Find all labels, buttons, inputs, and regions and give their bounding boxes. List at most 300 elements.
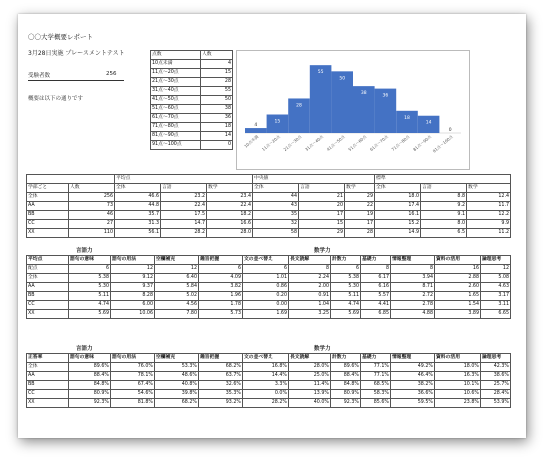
value-cell: 10.06 bbox=[111, 310, 155, 319]
value-cell: 68.5% bbox=[361, 381, 391, 390]
category-label-4: 41点～50点 bbox=[325, 133, 346, 153]
data-label-9: 0 bbox=[448, 128, 452, 133]
value-cell: 6.5 bbox=[421, 229, 467, 238]
table-row bbox=[27, 363, 511, 372]
correct-rate-table bbox=[26, 353, 511, 408]
column-header: 点数 bbox=[151, 51, 201, 60]
score-range-cell: 81点～90点 bbox=[151, 132, 201, 141]
data-label-5: 38 bbox=[360, 91, 367, 97]
column-header: 全体 bbox=[375, 184, 421, 193]
faculty-cell: CC bbox=[27, 220, 69, 229]
table-row bbox=[27, 211, 511, 220]
value-cell: 11.2 bbox=[467, 229, 511, 238]
data-label-4: 50 bbox=[339, 76, 346, 82]
faculty-cell: AA bbox=[27, 202, 69, 211]
bar-3 bbox=[310, 65, 332, 133]
data-label-3: 55 bbox=[317, 70, 324, 76]
value-cell: 48.6% bbox=[155, 372, 199, 381]
value-cell: 1.69 bbox=[243, 310, 289, 319]
value-cell: 9.37 bbox=[111, 283, 155, 292]
table-row bbox=[27, 202, 511, 211]
value-cell: 3.17 bbox=[481, 292, 511, 301]
value-cell: 5.38 bbox=[69, 274, 111, 283]
row-label-cell: XX bbox=[27, 399, 69, 408]
group-header-row bbox=[27, 175, 511, 184]
value-cell: 85.6% bbox=[361, 399, 391, 408]
count-cell: 14 bbox=[201, 132, 233, 141]
value-cell: 84.8% bbox=[331, 381, 361, 390]
value-cell: 5.57 bbox=[361, 292, 391, 301]
column-header: 情報整理 bbox=[391, 354, 435, 363]
value-cell: 23.2 bbox=[161, 193, 207, 202]
value-cell: 40.0% bbox=[289, 399, 331, 408]
value-cell: 17 bbox=[299, 211, 345, 220]
value-cell: 6.17 bbox=[361, 274, 391, 283]
count-cell: 0 bbox=[201, 141, 233, 150]
column-header: 資料の活用 bbox=[435, 256, 481, 265]
value-cell: 89.6% bbox=[69, 363, 111, 372]
table-header-row bbox=[151, 51, 233, 60]
value-cell: 22 bbox=[345, 202, 375, 211]
score-range-cell: 71点～80点 bbox=[151, 123, 201, 132]
value-cell: 6.00 bbox=[111, 301, 155, 310]
value-cell: 2.24 bbox=[289, 274, 331, 283]
row-label-cell: AA bbox=[27, 283, 69, 292]
value-cell: 1.65 bbox=[435, 292, 481, 301]
value-cell: 17.5 bbox=[161, 211, 207, 220]
value-cell: 42.3% bbox=[481, 363, 511, 372]
count-cell: 18 bbox=[201, 123, 233, 132]
value-cell: 6 bbox=[331, 265, 361, 274]
value-cell: 4.74 bbox=[69, 301, 111, 310]
category-label-7: 71点～80点 bbox=[390, 133, 411, 153]
value-cell: 5.38 bbox=[331, 274, 361, 283]
row-label-cell: BB bbox=[27, 292, 69, 301]
group-header: 平均点 bbox=[115, 175, 253, 184]
table-row bbox=[27, 381, 511, 390]
value-cell: 15 bbox=[299, 220, 345, 229]
value-cell: 44 bbox=[253, 193, 299, 202]
column-header: 人数 bbox=[69, 184, 115, 193]
category-label-1: 11点～20点 bbox=[260, 133, 282, 153]
value-cell: 3.11 bbox=[481, 301, 511, 310]
count-cell: 50 bbox=[201, 96, 233, 105]
value-cell: 46.6 bbox=[115, 193, 161, 202]
value-cell: 77.1% bbox=[361, 363, 391, 372]
value-cell: 23.8% bbox=[435, 399, 481, 408]
value-cell: 28 bbox=[345, 229, 375, 238]
value-cell: 7.80 bbox=[155, 310, 199, 319]
value-cell: 3.82 bbox=[199, 283, 243, 292]
column-header: 全体 bbox=[115, 184, 161, 193]
value-cell: 9.1 bbox=[421, 211, 467, 220]
column-header: 学部ごと bbox=[27, 184, 69, 193]
table-row bbox=[151, 87, 233, 96]
value-cell: 36.6% bbox=[391, 390, 435, 399]
value-cell: 46.4% bbox=[391, 372, 435, 381]
count-cell: 36 bbox=[201, 114, 233, 123]
column-header: 数学 bbox=[467, 184, 511, 193]
value-cell: 12.4 bbox=[467, 193, 511, 202]
value-cell: 25.7% bbox=[481, 381, 511, 390]
value-cell: 40.8% bbox=[155, 381, 199, 390]
table-row bbox=[27, 193, 511, 202]
subject-average-table bbox=[26, 255, 511, 319]
category-label-5: 51点～60点 bbox=[347, 133, 368, 153]
value-cell: 0.91 bbox=[289, 292, 331, 301]
category-label-9: 91点～100点 bbox=[431, 133, 454, 154]
score-range-cell: 11点～20点 bbox=[151, 69, 201, 78]
score-range-cell: 51点～60点 bbox=[151, 105, 201, 114]
group-header: 標準 bbox=[375, 175, 511, 184]
score-range-cell: 21点～30点 bbox=[151, 78, 201, 87]
score-range-cell: 41点～50点 bbox=[151, 96, 201, 105]
value-cell: 77.1% bbox=[361, 372, 391, 381]
column-header: 論理思考 bbox=[481, 256, 511, 265]
table-row bbox=[27, 283, 511, 292]
value-cell: 16.3% bbox=[435, 372, 481, 381]
score-range-cell: 31点～40点 bbox=[151, 87, 201, 96]
column-header: 論理思考 bbox=[481, 354, 511, 363]
value-cell: 8.71 bbox=[391, 283, 435, 292]
value-cell: 12 bbox=[481, 265, 511, 274]
value-cell: 15.2 bbox=[375, 220, 421, 229]
value-cell: 88.4% bbox=[331, 372, 361, 381]
table-row bbox=[27, 301, 511, 310]
value-cell: 29 bbox=[345, 193, 375, 202]
category-label-6: 61点～70点 bbox=[368, 133, 390, 153]
row-label-cell: AA bbox=[27, 372, 69, 381]
value-cell: 18.2 bbox=[207, 211, 253, 220]
value-cell: 10.6% bbox=[435, 390, 481, 399]
table-header-row bbox=[27, 354, 511, 363]
value-cell: 73 bbox=[69, 202, 115, 211]
value-cell: 3.94 bbox=[391, 274, 435, 283]
value-cell: 1.01 bbox=[243, 274, 289, 283]
value-cell: 3.25 bbox=[289, 310, 331, 319]
value-cell: 28.0 bbox=[207, 229, 253, 238]
avg-section-language: 言語力 bbox=[76, 248, 93, 254]
value-cell: 76.0% bbox=[111, 363, 155, 372]
column-header: 語句の用法 bbox=[111, 256, 155, 265]
category-label-3: 31点～40点 bbox=[304, 133, 325, 153]
score-distribution-table bbox=[150, 50, 233, 150]
column-header: 言語 bbox=[161, 184, 207, 193]
value-cell: 16.6 bbox=[207, 220, 253, 229]
value-cell: 56.1 bbox=[115, 229, 161, 238]
value-cell: 38.2% bbox=[391, 381, 435, 390]
examinee-label: 受験者数 bbox=[28, 73, 51, 79]
value-cell: 5.11 bbox=[331, 292, 361, 301]
value-cell: 110 bbox=[69, 229, 115, 238]
value-cell: 13.9% bbox=[289, 390, 331, 399]
column-header: 長文読解 bbox=[289, 354, 331, 363]
table-header-row bbox=[27, 256, 511, 265]
value-cell: 6.65 bbox=[481, 310, 511, 319]
value-cell: 0.00 bbox=[243, 301, 289, 310]
table-row bbox=[27, 399, 511, 408]
value-cell: 5.73 bbox=[199, 310, 243, 319]
column-header: 資料の活用 bbox=[435, 354, 481, 363]
score-histogram-chart bbox=[236, 50, 470, 170]
category-label-2: 21点～30点 bbox=[282, 133, 303, 153]
table-row bbox=[27, 292, 511, 301]
data-label-8: 14 bbox=[425, 120, 432, 126]
count-cell: 4 bbox=[201, 60, 233, 69]
value-cell: 5.84 bbox=[155, 283, 199, 292]
value-cell: 49.2% bbox=[391, 363, 435, 372]
value-cell: 35.3% bbox=[199, 390, 243, 399]
value-cell: 6 bbox=[69, 265, 111, 274]
column-header: 数学 bbox=[207, 184, 253, 193]
column-header: 文の並べ替え bbox=[243, 354, 289, 363]
count-cell: 15 bbox=[201, 69, 233, 78]
value-cell: 16.8% bbox=[243, 363, 289, 372]
column-header: 人数 bbox=[201, 51, 233, 60]
value-cell: 46 bbox=[69, 211, 115, 220]
value-cell: 78.1% bbox=[111, 372, 155, 381]
value-cell: 25.0% bbox=[289, 372, 331, 381]
value-cell: 43 bbox=[253, 202, 299, 211]
column-header: 文の並べ替え bbox=[243, 256, 289, 265]
column-header: 空欄補充 bbox=[155, 256, 199, 265]
value-cell: 11.7 bbox=[467, 202, 511, 211]
faculty-cell: BB bbox=[27, 211, 69, 220]
value-cell: 31.3 bbox=[115, 220, 161, 229]
value-cell: 27 bbox=[69, 220, 115, 229]
value-cell: 4.74 bbox=[331, 301, 361, 310]
data-label-0: 4 bbox=[254, 123, 258, 129]
report-note: 概要は以下の通りです bbox=[28, 96, 84, 102]
empty-cell bbox=[27, 175, 115, 184]
column-header: 平均点 bbox=[27, 256, 69, 265]
table-row bbox=[151, 78, 233, 87]
row-label-cell: CC bbox=[27, 390, 69, 399]
value-cell: 5.08 bbox=[481, 274, 511, 283]
value-cell: 2.72 bbox=[391, 292, 435, 301]
faculty-cell: XX bbox=[27, 229, 69, 238]
value-cell: 10.1% bbox=[435, 381, 481, 390]
row-label-cell: 全体 bbox=[27, 274, 69, 283]
report-sheet bbox=[18, 14, 526, 438]
table-row bbox=[27, 229, 511, 238]
value-cell: 2.88 bbox=[435, 274, 481, 283]
value-cell: 59.5% bbox=[391, 399, 435, 408]
value-cell: 6 bbox=[199, 265, 243, 274]
value-cell: 11.4% bbox=[289, 381, 331, 390]
table-row bbox=[27, 265, 511, 274]
value-cell: 4.41 bbox=[361, 301, 391, 310]
table-row bbox=[27, 274, 511, 283]
value-cell: 53.9% bbox=[481, 399, 511, 408]
value-cell: 6.16 bbox=[361, 283, 391, 292]
value-cell: 1.96 bbox=[199, 292, 243, 301]
value-cell: 68.2% bbox=[155, 399, 199, 408]
count-cell: 55 bbox=[201, 87, 233, 96]
faculty-summary-table bbox=[26, 174, 511, 238]
table-row bbox=[151, 114, 233, 123]
value-cell: 1.54 bbox=[435, 301, 481, 310]
table-row bbox=[151, 123, 233, 132]
table-row bbox=[27, 310, 511, 319]
data-label-7: 18 bbox=[404, 115, 410, 121]
value-cell: 2.78 bbox=[391, 301, 435, 310]
value-cell: 80.9% bbox=[69, 390, 111, 399]
value-cell: 0.20 bbox=[243, 292, 289, 301]
value-cell: 6 bbox=[243, 265, 289, 274]
value-cell: 8 bbox=[289, 265, 331, 274]
value-cell: 1.78 bbox=[199, 301, 243, 310]
value-cell: 3.89 bbox=[435, 310, 481, 319]
value-cell: 5.11 bbox=[69, 292, 111, 301]
table-row bbox=[151, 141, 233, 150]
column-header: 言語 bbox=[299, 184, 345, 193]
value-cell: 89.6% bbox=[331, 363, 361, 372]
value-cell: 93.2% bbox=[199, 399, 243, 408]
column-header: 語句の意味 bbox=[69, 256, 111, 265]
value-cell: 17 bbox=[345, 220, 375, 229]
row-label-cell: 配点 bbox=[27, 265, 69, 274]
value-cell: 5.69 bbox=[69, 310, 111, 319]
value-cell: 14.4% bbox=[243, 372, 289, 381]
examinee-underline bbox=[28, 80, 124, 81]
column-header: 計数力 bbox=[331, 256, 361, 265]
column-header: 計数力 bbox=[331, 354, 361, 363]
column-header: 数学 bbox=[345, 184, 375, 193]
value-cell: 4.63 bbox=[481, 283, 511, 292]
data-label-6: 36 bbox=[382, 93, 389, 99]
row-label-cell: BB bbox=[27, 381, 69, 390]
category-label-0: 10点未満 bbox=[243, 133, 260, 149]
value-cell: 22.4 bbox=[161, 202, 207, 211]
value-cell: 0.0% bbox=[243, 390, 289, 399]
value-cell: 5.69 bbox=[331, 310, 361, 319]
value-cell: 0.86 bbox=[243, 283, 289, 292]
value-cell: 5.30 bbox=[69, 283, 111, 292]
value-cell: 28.4% bbox=[481, 390, 511, 399]
value-cell: 8.8 bbox=[421, 193, 467, 202]
value-cell: 2.00 bbox=[289, 283, 331, 292]
table-row bbox=[151, 105, 233, 114]
value-cell: 14.7 bbox=[161, 220, 207, 229]
value-cell: 32 bbox=[253, 220, 299, 229]
row-label-cell: 全体 bbox=[27, 363, 69, 372]
histogram-svg bbox=[237, 51, 469, 169]
value-cell: 38.6% bbox=[481, 372, 511, 381]
value-cell: 2.60 bbox=[435, 283, 481, 292]
value-cell: 8.28 bbox=[111, 292, 155, 301]
value-cell: 68.2% bbox=[199, 363, 243, 372]
data-label-2: 28 bbox=[296, 103, 302, 109]
value-cell: 28.2 bbox=[161, 229, 207, 238]
column-header: 情報整理 bbox=[391, 256, 435, 265]
bar-0 bbox=[245, 128, 267, 133]
column-header: 語句の用法 bbox=[111, 354, 155, 363]
value-cell: 39.8% bbox=[155, 390, 199, 399]
value-cell: 22.4 bbox=[207, 202, 253, 211]
value-cell: 20 bbox=[299, 202, 345, 211]
rate-section-math: 数学力 bbox=[314, 346, 331, 352]
table-row bbox=[27, 390, 511, 399]
value-cell: 16 bbox=[435, 265, 481, 274]
score-range-cell: 10点未満 bbox=[151, 60, 201, 69]
value-cell: 8.0 bbox=[421, 220, 467, 229]
table-row bbox=[27, 220, 511, 229]
column-header: 言語 bbox=[421, 184, 467, 193]
count-cell: 28 bbox=[201, 78, 233, 87]
value-cell: 35 bbox=[253, 211, 299, 220]
value-cell: 18.0 bbox=[375, 193, 421, 202]
report-subtitle: 3月28日実施 プレースメントテスト bbox=[28, 50, 125, 57]
value-cell: 9.2 bbox=[421, 202, 467, 211]
table-header-row bbox=[27, 184, 511, 193]
value-cell: 4.09 bbox=[199, 274, 243, 283]
value-cell: 14.9 bbox=[375, 229, 421, 238]
value-cell: 58 bbox=[253, 229, 299, 238]
score-range-cell: 91点～100点 bbox=[151, 141, 201, 150]
row-label-cell: XX bbox=[27, 310, 69, 319]
value-cell: 28.0% bbox=[289, 363, 331, 372]
column-header: 全体 bbox=[253, 184, 299, 193]
value-cell: 1.04 bbox=[289, 301, 331, 310]
value-cell: 81.8% bbox=[111, 399, 155, 408]
value-cell: 5.30 bbox=[331, 283, 361, 292]
table-row bbox=[27, 372, 511, 381]
table-row bbox=[151, 60, 233, 69]
value-cell: 8 bbox=[391, 265, 435, 274]
value-cell: 256 bbox=[69, 193, 115, 202]
value-cell: 4.88 bbox=[391, 310, 435, 319]
value-cell: 92.3% bbox=[69, 399, 111, 408]
value-cell: 35.7 bbox=[115, 211, 161, 220]
faculty-cell: 全体 bbox=[27, 193, 69, 202]
data-label-1: 15 bbox=[274, 119, 281, 125]
avg-section-math: 数学力 bbox=[314, 248, 331, 254]
bar-7 bbox=[396, 111, 418, 133]
value-cell: 23.4 bbox=[207, 193, 253, 202]
report-title: 〇〇大学概要レポート bbox=[28, 33, 93, 41]
value-cell: 67.4% bbox=[111, 381, 155, 390]
value-cell: 12.2 bbox=[467, 211, 511, 220]
value-cell: 63.7% bbox=[199, 372, 243, 381]
table-row bbox=[151, 96, 233, 105]
value-cell: 19 bbox=[345, 211, 375, 220]
value-cell: 4.56 bbox=[155, 301, 199, 310]
group-header: 中央値 bbox=[253, 175, 375, 184]
column-header: 趣旨把握 bbox=[199, 354, 243, 363]
value-cell: 9.12 bbox=[111, 274, 155, 283]
examinee-count: 256 bbox=[106, 71, 117, 77]
value-cell: 54.6% bbox=[111, 390, 155, 399]
table-row bbox=[151, 132, 233, 141]
value-cell: 44.8 bbox=[115, 202, 161, 211]
value-cell: 12 bbox=[155, 265, 199, 274]
value-cell: 17.4 bbox=[375, 202, 421, 211]
column-header: 語句の意味 bbox=[69, 354, 111, 363]
value-cell: 5.02 bbox=[155, 292, 199, 301]
value-cell: 9.9 bbox=[467, 220, 511, 229]
value-cell: 12 bbox=[111, 265, 155, 274]
column-header: 正答率 bbox=[27, 354, 69, 363]
column-header: 長文読解 bbox=[289, 256, 331, 265]
score-range-cell: 61点～70点 bbox=[151, 114, 201, 123]
column-header: 趣旨把握 bbox=[199, 256, 243, 265]
value-cell: 6.40 bbox=[155, 274, 199, 283]
value-cell: 16.1 bbox=[375, 211, 421, 220]
value-cell: 21 bbox=[299, 193, 345, 202]
column-header: 基礎力 bbox=[361, 354, 391, 363]
value-cell: 53.3% bbox=[155, 363, 199, 372]
